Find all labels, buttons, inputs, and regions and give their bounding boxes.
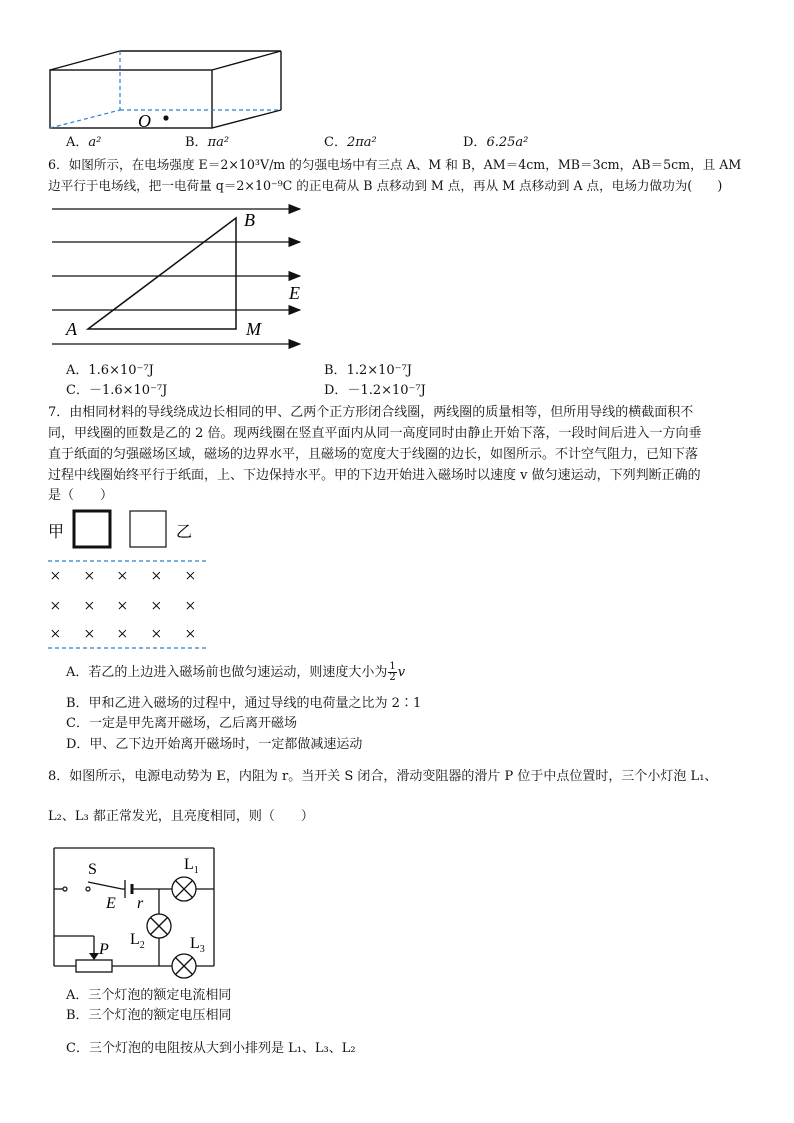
- label-r: r: [137, 895, 144, 912]
- label-b: B: [244, 210, 255, 230]
- label-s: S: [88, 861, 97, 878]
- label-e: E: [289, 283, 300, 303]
- coil-yi: [130, 511, 166, 547]
- q8-stem-line1: 8．如图所示，电源电动势为 E，内阻为 r。当开关 S 闭合，滑动变阻器的滑片 P 位于中点位置时，三个小灯泡 L₁、: [48, 769, 718, 784]
- svg-text:×: ×: [84, 596, 95, 617]
- svg-text:×: ×: [50, 624, 61, 645]
- q6-stem-line2: 边平行于电场线，把一电荷量 q＝2×10⁻⁹C 的正电荷从 B 点移动到 M 点，再从 M 点移动到 A 点，电场力做功为( ): [48, 178, 723, 193]
- label-a: A: [66, 319, 77, 339]
- point-o-dot: [163, 115, 168, 120]
- switch-contact-right: [86, 887, 90, 891]
- q7-stem-line5: 是（ ）: [48, 488, 114, 503]
- label-m: M: [246, 319, 261, 339]
- coil-jia: [74, 511, 110, 547]
- q8-option-b: B．三个灯泡的额定电压相同: [66, 1008, 232, 1023]
- q6-option-a: A．1.6×10⁻⁷J: [66, 363, 154, 378]
- svg-text:×: ×: [151, 624, 162, 645]
- q7-option-b: B．甲和乙进入磁场的过程中，通过导线的电荷量之比为 2∶1: [66, 696, 422, 711]
- svg-text:×: ×: [151, 566, 162, 587]
- svg-text:×: ×: [117, 596, 128, 617]
- q8-stem-line2: L₂、L₃ 都正常发光，且亮度相同，则（ ）: [48, 809, 314, 824]
- svg-text:×: ×: [117, 624, 128, 645]
- q8-circuit-figure: [48, 842, 226, 980]
- svg-text:×: ×: [185, 566, 196, 587]
- q5-option-d: D．6.25a²: [463, 135, 529, 150]
- q5-option-a: A．a²: [66, 135, 102, 150]
- svg-text:×: ×: [50, 566, 61, 587]
- q7-option-d: D．甲、乙下边开始离开磁场时，一定都做减速运动: [66, 737, 363, 752]
- q8-option-a: A．三个灯泡的额定电流相同: [66, 988, 232, 1003]
- label-yi: 乙: [176, 524, 193, 541]
- rheostat: [76, 960, 112, 972]
- q7-option-a: A．若乙的上边进入磁场前也做匀速运动，则速度大小为 $\frac{1}{2}$ v: [66, 661, 406, 683]
- fraction-one-half: $\frac{1}{2}$: [389, 661, 396, 683]
- q6-option-d: D．－1.2×10⁻⁷J: [324, 383, 426, 398]
- q6-field-figure: [50, 198, 310, 356]
- q6-option-c: C．－1.6×10⁻⁷J: [66, 383, 168, 398]
- svg-text:×: ×: [50, 596, 61, 617]
- q8-option-c: C．三个灯泡的电阻按从大到小排列是 L₁、L₃、L₂: [66, 1041, 356, 1056]
- label-jia: 甲: [48, 524, 65, 541]
- q7-option-c: C．一定是甲先离开磁场，乙后离开磁场: [66, 716, 297, 731]
- q5-option-b: B．πa²: [185, 135, 230, 150]
- svg-text:×: ×: [84, 624, 95, 645]
- switch-contact-left: [63, 887, 67, 891]
- slider-arrow: [89, 953, 99, 960]
- q6-option-b: B．1.2×10⁻⁷J: [324, 363, 412, 378]
- q7-stem-line4: 过程中线圈始终平行于纸面，上、下边保持水平。甲的下边开始进入磁场时以速度 v 做匀速运动，下列判断正确的: [48, 468, 701, 483]
- q5-box-figure: [44, 48, 284, 134]
- q6-stem-line1: 6．如图所示，在电场强度 E＝2×10³V/m 的匀强电场中有三点 A、M 和 B，AM＝4cm，MB＝3cm，AB＝5cm，且 AM: [48, 157, 742, 172]
- svg-text:×: ×: [151, 596, 162, 617]
- field-crosses: [50, 566, 196, 645]
- label-l3: $L_3$: [190, 935, 205, 955]
- label-l2: $L_2$: [130, 931, 145, 951]
- svg-text:×: ×: [117, 566, 128, 587]
- q7-stem-line2: 同，甲线圈的匝数是乙的 2 倍。现两线圈在竖直平面内从同一高度同时由静止开始下落，一段时间后进入一方向垂: [48, 426, 702, 441]
- q7-coil-figure: [44, 506, 214, 652]
- svg-text:×: ×: [185, 624, 196, 645]
- q7-stem-line1: 7．由相同材料的导线绕成边长相同的甲、乙两个正方形闭合线圈，两线圈的质量相等，但所用导线的横截面积不: [48, 405, 694, 420]
- label-l1: $L_1$: [184, 856, 199, 876]
- svg-text:×: ×: [185, 596, 196, 617]
- label-p: P: [99, 941, 109, 958]
- svg-text:×: ×: [84, 566, 95, 587]
- q5-option-c: C．2πa²: [324, 135, 377, 150]
- label-e: E: [106, 895, 116, 912]
- point-o-label: O: [138, 111, 151, 131]
- q7-stem-line3: 直于纸面的匀强磁场区域，磁场的边界水平，且磁场的宽度大于线圈的边长，如图所示。不计空气阻力，已知下落: [48, 447, 699, 462]
